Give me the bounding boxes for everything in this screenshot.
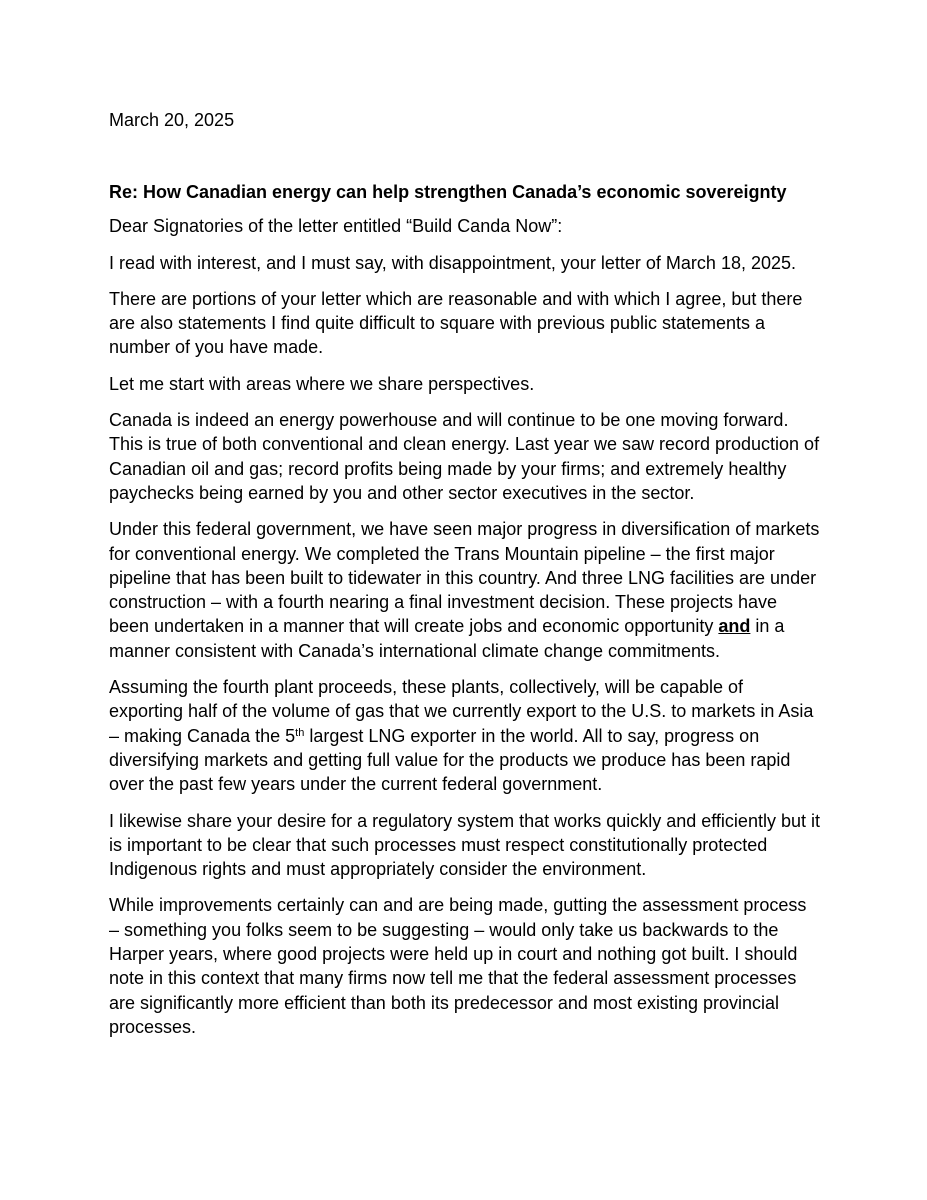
paragraph-3: Let me start with areas where we share perspectives. (109, 373, 535, 394)
paragraph-6-text-end: largest LNG exporter in the world. All to say, progress on diversifying markets and getting full value for the products we produce has been rapid over the past few years under the current federal government. (109, 725, 791, 795)
paragraph-7: I likewise share your desire for a regulatory system that works quickly and efficiently but it is important to be clear that such processes must respect constitutionally protected Indigenous rights and must appropriately consider the environment. (109, 810, 820, 880)
paragraph-2: There are portions of your letter which are reasonable and with which I agree, but there are also statements I find quite difficult to square with previous public statements a number of you have made. (109, 288, 803, 358)
paragraph-5-emphasis: and (718, 616, 751, 637)
paragraph-5-text-end: in a manner consistent with Canada’s international climate change commitments. (109, 616, 785, 661)
letter-salutation: Dear Signatories of the letter entitled “Build Canda Now”: (109, 216, 563, 237)
paragraph-6-ordinal-suffix: th (295, 726, 305, 739)
paragraph-8: While improvements certainly can and are being made, gutting the assessment process – something you folks seem to be suggesting – would only take us backwards to the Harper years, where good projects were held up in court and nothing got built. I should note in this context that many firms now tell me that the federal assessment processes are significantly more efficient than both its predecessor and most existing provincial processes. (109, 895, 807, 1037)
paragraph-6-text-start: Assuming the fourth plant proceeds, these plants, collectively, will be capable of exporting half of the volume of gas that we currently export to the U.S. to markets in Asia – making Canada the 5 (109, 677, 814, 746)
paragraph-5 (109, 517, 821, 663)
letter-date: March 20, 2025 (109, 110, 235, 130)
paragraph-1: I read with interest, and I must say, with disappointment, your letter of March 18, 2025. (109, 252, 797, 273)
paragraph-6 (109, 675, 821, 796)
letter-page (109, 108, 821, 1051)
paragraph-5-text-start: Under this federal government, we have seen major progress in diversification of markets for conventional energy. We completed the Trans Mountain pipeline – the first major pipeline that has been built to tidewater in this country. And three LNG facilities are under construction – with a fourth nearing a final investment decision. These projects have been undertaken in a manner that will create jobs and economic opportunity (109, 519, 820, 637)
paragraph-4: Canada is indeed an energy powerhouse and will continue to be one moving forward. This is true of both conventional and clean energy. Last year we saw record production of Canadian oil and gas; record profits being made by your firms; and extremely healthy paychecks being earned by you and other sector executives in the sector. (109, 410, 820, 503)
letter-subject: Re: How Canadian energy can help strengthen Canada’s economic sovereignty (109, 182, 787, 202)
